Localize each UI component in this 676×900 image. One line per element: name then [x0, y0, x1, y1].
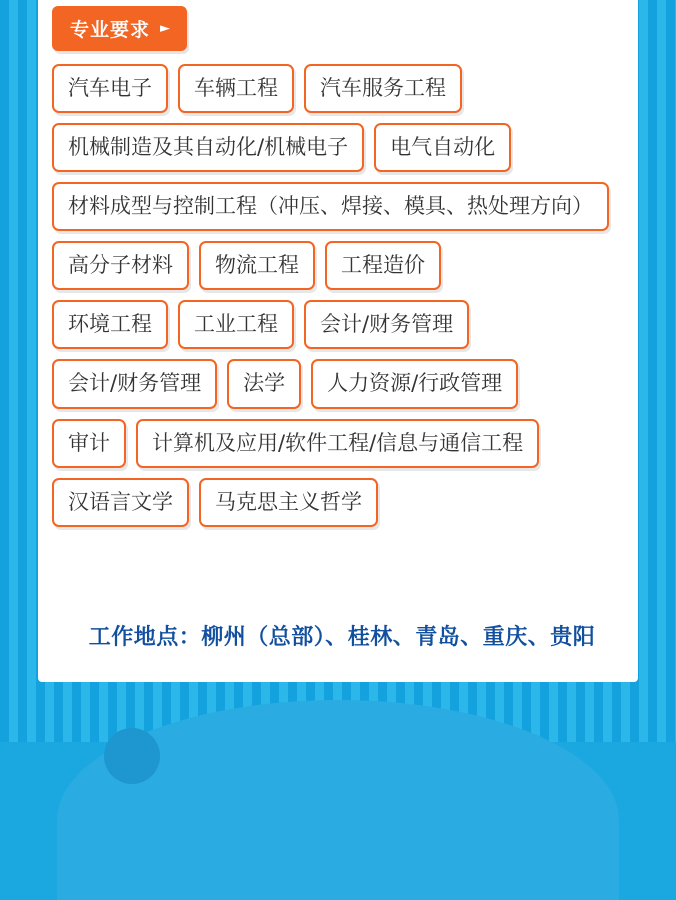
majors-row	[52, 241, 632, 290]
major-pill: 高分子材料	[52, 241, 189, 290]
major-pill: 物流工程	[199, 241, 315, 290]
majors-row	[52, 64, 632, 113]
major-pill: 汉语言文学	[52, 478, 189, 527]
major-pill: 汽车服务工程	[304, 64, 462, 113]
major-pill: 马克思主义哲学	[199, 478, 378, 527]
majors-row	[52, 300, 632, 349]
major-pill: 电气自动化	[374, 123, 511, 172]
major-pill: 工程造价	[325, 241, 441, 290]
major-pill: 计算机及应用/软件工程/信息与通信工程	[136, 419, 539, 468]
major-pill: 会计/财务管理	[52, 359, 217, 408]
major-pill: 车辆工程	[178, 64, 294, 113]
section-title-tag	[52, 6, 187, 51]
majors-row	[52, 182, 632, 231]
major-pill: 工业工程	[178, 300, 294, 349]
major-pill: 法学	[227, 359, 301, 408]
section-title-label: 专业要求	[70, 19, 151, 41]
triangle-right-icon: ►	[160, 21, 172, 36]
bottom-dot-decoration	[104, 728, 160, 784]
major-pill: 会计/财务管理	[304, 300, 469, 349]
work-location-value: 柳州（总部）、桂林、青岛、重庆、贵阳	[201, 625, 596, 650]
major-pill: 机械制造及其自动化/机械电子	[52, 123, 364, 172]
major-pill: 汽车电子	[52, 64, 168, 113]
majors-row	[52, 123, 632, 172]
major-pill: 人力资源/行政管理	[311, 359, 518, 408]
major-pill: 环境工程	[52, 300, 168, 349]
work-location-label: 工作地点：	[88, 625, 202, 650]
majors-pill-list	[52, 64, 632, 537]
majors-row	[52, 359, 632, 408]
major-pill: 材料成型与控制工程（冲压、焊接、模具、热处理方向）	[52, 182, 609, 231]
majors-row	[52, 419, 632, 468]
major-pill: 审计	[52, 419, 126, 468]
majors-section	[38, 0, 638, 692]
majors-row	[52, 478, 632, 527]
work-location	[52, 620, 632, 651]
